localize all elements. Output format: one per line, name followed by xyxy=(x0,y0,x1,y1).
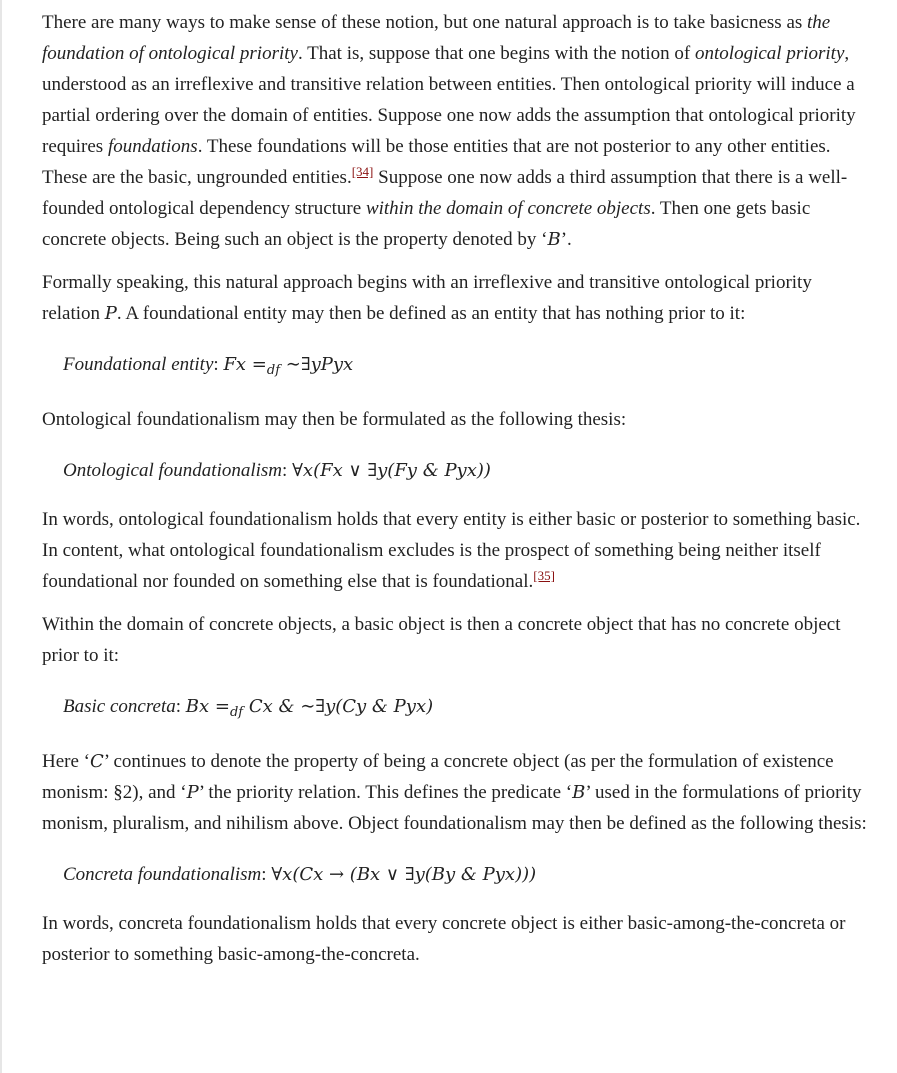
formula-concreta-foundationalism xyxy=(63,859,874,890)
formula-lhs: Fx xyxy=(223,354,247,375)
text-run: . These foundations will be those entities that are not posterior to any other entities. These are the basic, ungrounded entities. xyxy=(42,136,831,188)
symbol-B: B xyxy=(547,229,561,250)
formula-rhs: ∼∃yPyx xyxy=(280,354,354,375)
symbol-P: P xyxy=(104,303,117,324)
text-run: Here ‘ xyxy=(42,751,90,772)
footnote-34 xyxy=(352,164,374,179)
formula-eq: = xyxy=(209,696,230,717)
text-run: There are many ways to make sense of these notion, but one natural approach is to take basicness as xyxy=(42,12,808,33)
formula-colon: : xyxy=(261,864,267,885)
paragraph-concrete-domain: Within the domain of concrete objects, a basic object is then a concrete object that has no concrete object prior to it: xyxy=(42,614,841,666)
emphasis-ontological-priority: ontological priority xyxy=(695,43,845,64)
formula-basic-concreta xyxy=(63,691,874,728)
formula-expression: ∀x(Fx ∨ ∃y(Fy & Pyx)) xyxy=(292,460,491,481)
formula-colon: : xyxy=(175,696,182,717)
formula-label: Foundational entity xyxy=(63,354,214,375)
paragraph-basicness-approach xyxy=(42,7,874,255)
formula-lhs: Bx xyxy=(185,696,210,717)
footnote-34-link[interactable]: [34] xyxy=(351,164,374,179)
left-border-rule xyxy=(0,0,2,1073)
formula-colon: : xyxy=(213,354,219,375)
formula-label: Concreta foundationalism xyxy=(63,864,262,885)
text-run: . A foundational entity may then be defined as an entity that has nothing prior to it: xyxy=(116,303,746,324)
paragraph-in-words xyxy=(42,504,874,597)
article-body xyxy=(42,7,874,982)
paragraph-thesis-intro: Ontological foundationalism may then be formulated as the following thesis: xyxy=(42,409,627,430)
paragraph-predicate-definition xyxy=(42,746,874,839)
formula-eq: = xyxy=(246,354,267,375)
emphasis-foundation: the foundation of ontological priority xyxy=(42,12,831,64)
formula-ontological-foundationalism xyxy=(63,455,874,486)
formula-expression xyxy=(223,354,354,378)
symbol-C: C xyxy=(90,751,104,772)
formula-expression xyxy=(185,696,434,720)
formula-expression: ∀x(Cx → (Bx ∨ ∃y(By & Pyx))) xyxy=(271,864,537,885)
text-run: ’ the priority relation. This defines the predicate ‘ xyxy=(198,782,573,803)
formula-label: Ontological foundationalism xyxy=(63,460,283,481)
formula-foundational-entity xyxy=(63,349,874,386)
text-run: Suppose one now adds a third assumption that there is a well-founded ontological dependency structure xyxy=(42,167,848,219)
footnote-35-link[interactable]: [35] xyxy=(533,568,555,583)
text-run: . That is, suppose that one begins with the notion of xyxy=(297,43,696,64)
paragraph-formal-approach xyxy=(42,267,874,329)
text-run: ’. xyxy=(560,229,572,250)
text-run: . Then one gets basic concrete objects. Being such an object is the property denoted by ‘ xyxy=(42,198,811,250)
formula-rhs: Cx & ∼∃y(Cy & Pyx) xyxy=(243,696,434,717)
text-run: ’ used in the formulations of priority monism, pluralism, and nihilism above. Object foundationalism may then be defined as the following thesis: xyxy=(42,782,867,834)
footnote-35 xyxy=(533,568,555,583)
formula-df: df xyxy=(229,705,244,720)
text-run: ’ continues to denote the property of being a concrete object (as per the formulation of existence monism: §2), and ‘ xyxy=(42,751,834,803)
emphasis-concrete-domain: within the domain of concrete objects xyxy=(365,198,651,219)
symbol-B: B xyxy=(572,782,586,803)
text-run: , understood as an irreflexive and transitive relation between entities. Then ontological priority will induce a partial ordering over the domain of entities. Suppose one now adds the assumption that ontological priority requires xyxy=(42,43,856,157)
text-run: In words, ontological foundationalism holds that every entity is either basic or posterior to something basic. In content, what ontological foundationalism excludes is the prospect of something being neither itself foundational nor founded on something else that is foundational. xyxy=(42,509,861,592)
formula-df: df xyxy=(266,363,281,378)
paragraph-concreta-conclusion: In words, concreta foundationalism holds that every concrete object is either basic-among-the-concreta or posterior to something basic-among-the-concreta. xyxy=(42,913,846,965)
text-run: Formally speaking, this natural approach begins with an irreflexive and transitive ontological priority relation xyxy=(42,272,812,324)
emphasis-foundations: foundations xyxy=(107,136,198,157)
symbol-P: P xyxy=(186,782,199,803)
formula-colon: : xyxy=(282,460,288,481)
formula-label: Basic concreta xyxy=(63,696,176,717)
